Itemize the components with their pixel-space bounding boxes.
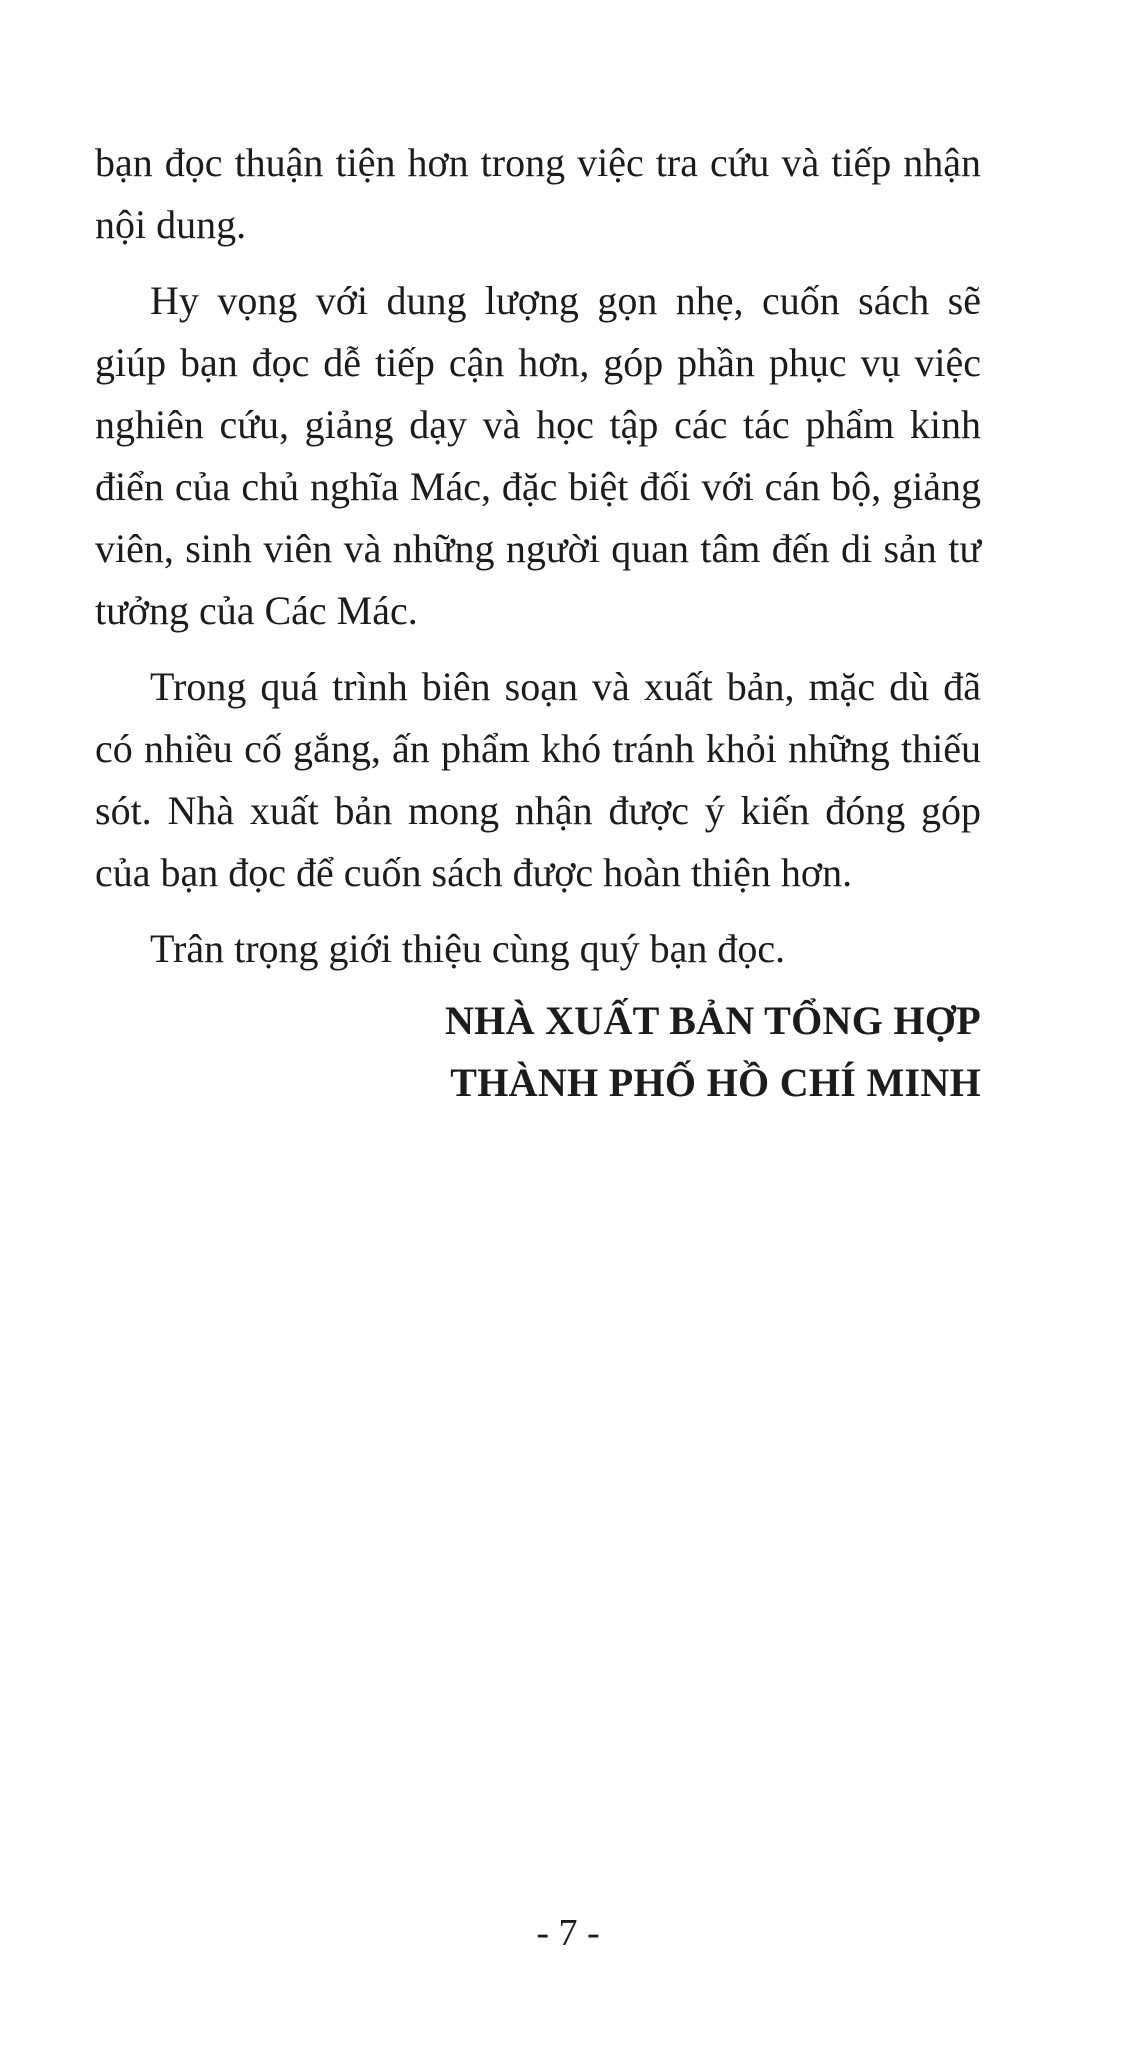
paragraph-feedback: Trong quá trình biên soạn và xuất bản, mặc dù đã có nhiều cố gắng, ấn phẩm khó tránh khỏi những thiếu sót. Nhà xuất bản mong nhận được ý kiến đóng góp của bạn đọc để cuốn sách được hoàn thiện hơn. <box>95 664 981 895</box>
body-text <box>95 132 981 994</box>
publisher-name-line-1: NHÀ XUẤT BẢN TỔNG HỢP <box>445 998 981 1043</box>
page-number: - 7 - <box>536 1912 600 1954</box>
paragraph-hope: Hy vọng với dung lượng gọn nhẹ, cuốn sách sẽ giúp bạn đọc dễ tiếp cận hơn, góp phần phục vụ việc nghiên cứu, giảng dạy và học tập các tác phẩm kinh điển của chủ nghĩa Mác, đặc biệt đối với cán bộ, giảng viên, sinh viên và những người quan tâm đến di sản tư tưởng của Các Mác. <box>95 278 981 633</box>
paragraph-continued: bạn đọc thuận tiện hơn trong việc tra cứu và tiếp nhận nội dung. <box>95 140 981 247</box>
paragraph-closing: Trân trọng giới thiệu cùng quý bạn đọc. <box>150 926 786 971</box>
publisher-name-line-2: THÀNH PHỐ HỒ CHÍ MINH <box>450 1060 981 1105</box>
publisher-signature <box>445 990 981 1114</box>
